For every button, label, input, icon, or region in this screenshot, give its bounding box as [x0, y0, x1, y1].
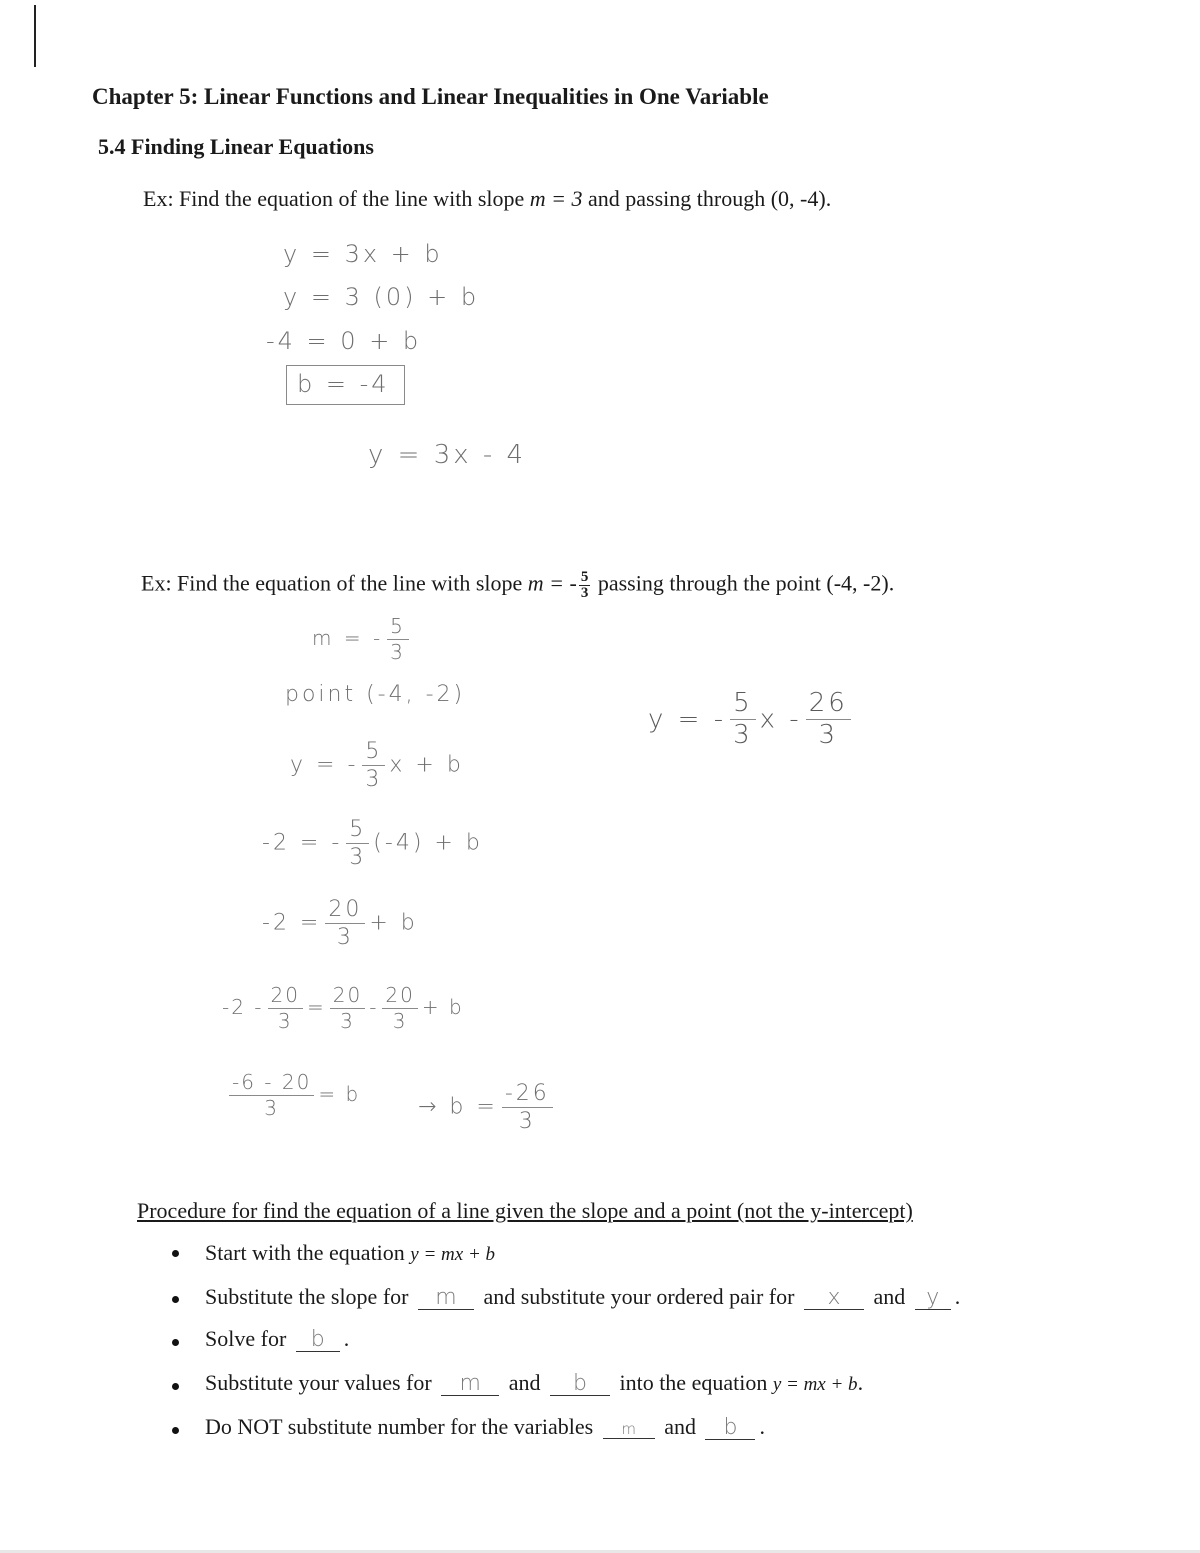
example1-step2: y = 3 (0) + b: [283, 283, 480, 311]
blank-y[interactable]: y: [915, 1286, 951, 1310]
work-slope: m = - $\frac{5}{3}$: [312, 616, 413, 663]
scan-margin-mark: [34, 5, 36, 67]
blank-solve-for[interactable]: b: [296, 1328, 340, 1352]
procedure-step-5: Do NOT substitute number for the variables m and b .: [205, 1414, 765, 1440]
procedure-title: Procedure for find the equation of a line given the slope and a point (not the y-intercept): [137, 1198, 913, 1223]
bullet-2: [172, 1296, 179, 1303]
work-combine: $\frac{-6 - 20}{3}$ = b: [225, 1072, 360, 1119]
blank-x[interactable]: x: [804, 1286, 864, 1310]
blank-slope[interactable]: m: [418, 1286, 474, 1310]
example2-prompt: Ex: Find the equation of the line with slope m = - $\frac{5}{3}$ passing through the point (-4, -2).: [141, 569, 895, 601]
blank-variable-m[interactable]: m: [603, 1416, 655, 1439]
blank-values-b[interactable]: b: [550, 1372, 610, 1396]
work-substitute-point: -2 = - $\frac{5}{3}$ (-4) + b: [262, 817, 483, 871]
procedure-step-3: Solve for b .: [205, 1326, 350, 1352]
chapter-title: Chapter 5: Linear Functions and Linear Inequalities in One Variable: [92, 84, 769, 109]
bullet-1: [172, 1250, 179, 1257]
example1-slope: m = 3: [529, 186, 583, 211]
example1-prompt: Ex: Find the equation of the line with slope m = 3 and passing through (0, -4).: [143, 186, 832, 211]
blank-values-m[interactable]: m: [441, 1372, 499, 1396]
work-point: point (-4, -2): [285, 682, 466, 707]
work-simplify: -2 = $\frac{20}{3}$ + b: [262, 897, 418, 951]
example1-step3: -4 = 0 + b: [266, 327, 422, 355]
example2-final-equation: y = - $\frac{5}{3}$ x - $\frac{26}{3}$: [648, 690, 855, 750]
section-title: 5.4 Finding Linear Equations: [98, 134, 374, 159]
work-isolate-b: -2 - $\frac{20}{3}$ = $\frac{20}{3}$ - $\frac{20}{3}$ + b: [222, 983, 464, 1033]
example1-step1: y = 3x + b: [283, 240, 443, 268]
procedure-step-2: Substitute the slope for m and substitute your ordered pair for x and y .: [205, 1284, 961, 1310]
bullet-5: [172, 1427, 179, 1434]
work-slope-intercept-form: y = - $\frac{5}{3}$ x + b: [290, 739, 464, 793]
example2-slope-fraction: $\frac{5}{3}$: [580, 569, 589, 601]
bullet-4: [172, 1383, 179, 1390]
work-solved-b: → b = $\frac{-26}{3}$: [418, 1082, 557, 1133]
procedure-step-4: Substitute your values for m and b into the equation y = mx + b.: [205, 1370, 864, 1396]
bullet-3: [172, 1339, 179, 1346]
example1-final-equation: y = 3x - 4: [368, 440, 527, 470]
example1-answer-box: b = -4: [286, 365, 405, 405]
procedure-step-1: Start with the equation y = mx + b: [205, 1240, 496, 1265]
blank-variable-b[interactable]: b: [705, 1416, 755, 1440]
